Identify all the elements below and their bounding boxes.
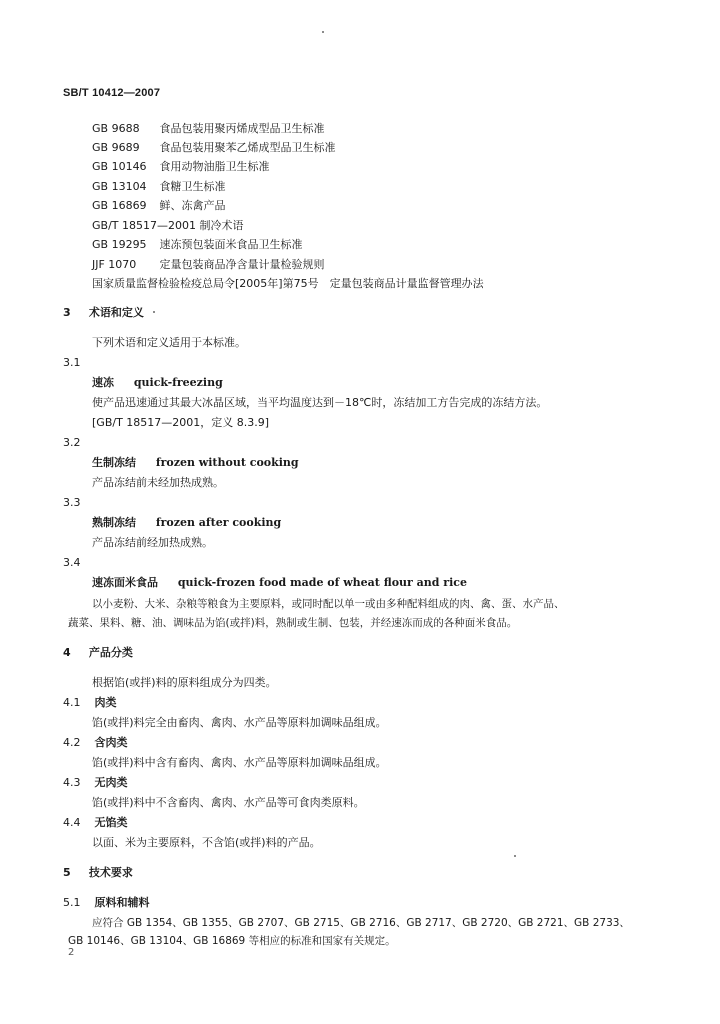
reference-code: GB 9688 (92, 122, 140, 135)
subsection-text: 以面、米为主要原料，不含馅(或拌)料的产品。 (92, 836, 321, 849)
term-zh: 速冻面米食品 (92, 576, 158, 589)
reference-code: GB 19295 (92, 238, 147, 251)
subsection-heading (63, 736, 128, 750)
subsection-title: 含肉类 (94, 736, 128, 749)
term-en: frozen without cooking (155, 456, 299, 469)
section-number: 5 (63, 866, 71, 879)
decree-reference: 国家质量监督检验检疫总局令[2005年]第75号 定量包装商品计量监督管理办法 (92, 277, 484, 290)
subsection-number: 5.1 (63, 896, 81, 909)
section-intro: 根据馅(或拌)料的原料组成分为四类。 (92, 676, 277, 689)
reference-code: JJF 1070 (92, 258, 137, 271)
subsection-heading (63, 696, 117, 710)
section-number: 3 (63, 306, 71, 319)
subsection-number: 4.2 (63, 736, 81, 749)
subsection-text: 馅(或拌)料完全由畜肉、禽肉、水产品等原料加调味品组成。 (92, 716, 387, 729)
section-number: 4 (63, 646, 71, 659)
reference-code: GB 10146 (92, 160, 147, 173)
clause-number: 3.1 (63, 356, 81, 369)
clause-number: 3.4 (63, 556, 81, 569)
subsection-text: 馅(或拌)料中含有畜肉、禽肉、水产品等原料加调味品组成。 (92, 756, 387, 769)
reference-code: GB/T 18517—2001 (92, 219, 196, 232)
reference-item (92, 160, 270, 174)
scan-speck (322, 31, 324, 33)
reference-title: 制冷术语 (199, 219, 244, 232)
subsection-heading (63, 896, 150, 910)
subsection-text: 应符合 GB 1354、GB 1355、GB 2707、GB 2715、GB 2716、GB 2717、GB 2720、GB 2721、GB 2733、 (92, 917, 630, 929)
subsection-title: 无馅类 (94, 816, 128, 829)
clause-number: 3.2 (63, 436, 81, 449)
reference-item (92, 199, 226, 213)
term-definition: 使产品迅速通过其最大冰晶区域，当平均温度达到－18℃时，冻结加工方告完成的冻结方法。 (92, 396, 548, 409)
term-en: quick-frozen food made of wheat flour and rice (177, 576, 467, 589)
term-zh: 熟制冻结 (92, 516, 136, 529)
term-zh: 速冻 (92, 376, 114, 389)
standard-header: SB/T 10412—2007 (63, 87, 161, 99)
subsection-number: 4.3 (63, 776, 81, 789)
subsection-number: 4.1 (63, 696, 81, 709)
reference-item (92, 219, 243, 233)
section-intro: 下列术语和定义适用于本标准。 (92, 336, 246, 349)
subsection-title: 肉类 (94, 696, 117, 709)
section-title: 产品分类 (88, 646, 133, 659)
term-definition: 产品冻结前未经加热成熟。 (92, 476, 224, 489)
reference-item (92, 180, 226, 194)
subsection-text-continued: GB 10146、GB 13104、GB 16869 等相应的标准和国家有关规定。 (68, 935, 396, 947)
section-heading (63, 306, 144, 320)
page-number: 2 (68, 947, 75, 958)
term-heading (92, 576, 467, 590)
reference-code: GB 16869 (92, 199, 147, 212)
term-definition: 以小麦粉、大米、杂粮等粮食为主要原料，或同时配以单一或由多种配料组成的肉、禽、蛋、水产品、 (92, 598, 565, 610)
reference-title: 速冻预包装面米食品卫生标准 (159, 238, 303, 251)
reference-title: 食用动物油脂卫生标准 (159, 160, 270, 173)
term-definition-continued: 蔬菜、果料、糖、油、调味品为馅(或拌)料，熟制或生制、包装，并经速冻而成的各种面米食品。 (68, 617, 518, 629)
term-heading (92, 456, 299, 470)
reference-item (92, 141, 336, 155)
section-heading (63, 646, 133, 660)
subsection-title: 原料和辅料 (94, 896, 150, 909)
section-heading (63, 866, 133, 880)
reference-title: 食品包装用聚丙烯成型品卫生标准 (159, 122, 325, 135)
reference-item (92, 122, 325, 136)
reference-title: 食糖卫生标准 (159, 180, 226, 193)
section-title: 技术要求 (88, 866, 133, 879)
section-title: 术语和定义 (88, 306, 144, 319)
term-en: frozen after cooking (155, 516, 282, 529)
subsection-heading (63, 816, 128, 830)
term-source: [GB/T 18517—2001，定义 8.3.9] (92, 416, 270, 429)
scan-speck (153, 311, 155, 313)
reference-title: 鲜、冻禽产品 (159, 199, 226, 212)
scan-speck (514, 855, 516, 857)
term-definition: 产品冻结前经加热成熟。 (92, 536, 213, 549)
reference-code: GB 9689 (92, 141, 140, 154)
term-heading (92, 376, 223, 390)
subsection-title: 无肉类 (94, 776, 128, 789)
subsection-number: 4.4 (63, 816, 81, 829)
reference-title: 食品包装用聚苯乙烯成型品卫生标准 (159, 141, 336, 154)
subsection-heading (63, 776, 128, 790)
reference-code: GB 13104 (92, 180, 147, 193)
clause-number: 3.3 (63, 496, 81, 509)
reference-item (92, 258, 325, 272)
reference-item (92, 238, 303, 252)
subsection-text: 馅(或拌)料中不含畜肉、禽肉、水产品等可食肉类原料。 (92, 796, 365, 809)
term-heading (92, 516, 281, 530)
term-en: quick-freezing (133, 376, 223, 389)
reference-title: 定量包装商品净含量计量检验规则 (159, 258, 325, 271)
term-zh: 生制冻结 (92, 456, 136, 469)
